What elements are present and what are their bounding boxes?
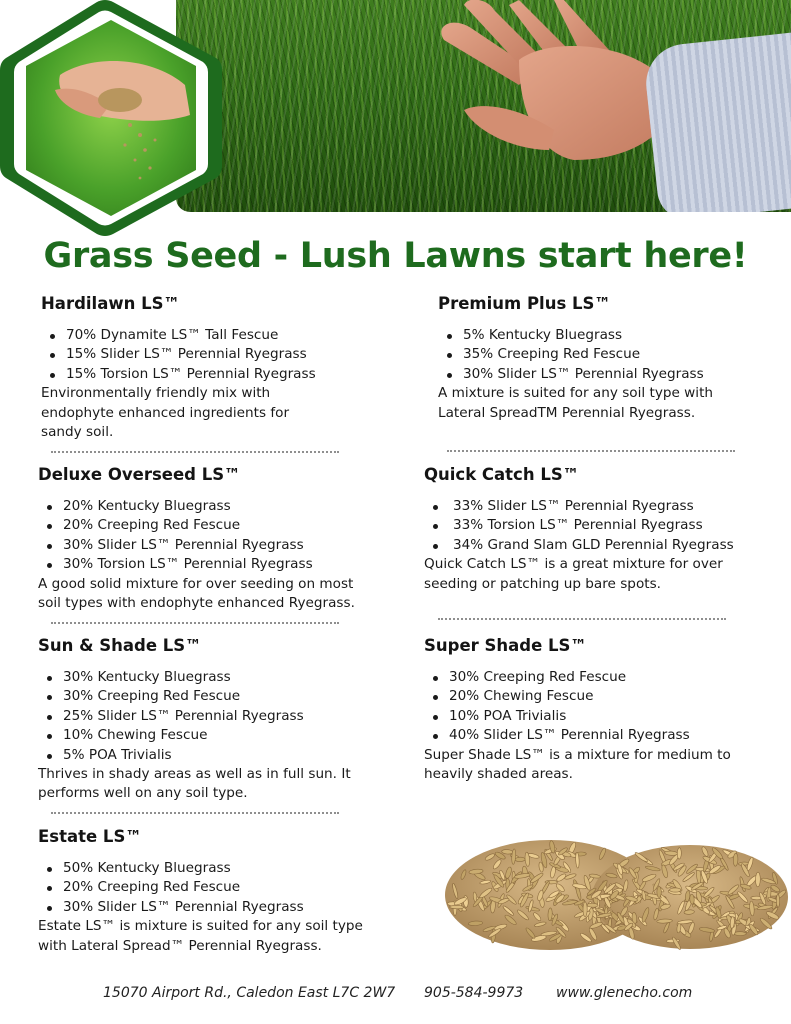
ingredient-list xyxy=(424,497,734,555)
product-premium-plus xyxy=(438,294,713,423)
footer-website[interactable]: www.glenecho.com xyxy=(556,985,693,1001)
seed-grain xyxy=(515,857,525,862)
product-description-line: Estate LS™ is mixture is suited for any soil type xyxy=(38,918,363,935)
seed-grain xyxy=(657,887,661,898)
list-item: 70% Dynamite LS™ Tall Fescue xyxy=(41,326,316,345)
seed-grain xyxy=(755,872,760,887)
product-sun-shade xyxy=(38,636,351,804)
section-divider xyxy=(51,622,339,624)
list-item: 20% Chewing Fescue xyxy=(424,687,731,706)
list-item: 30% Creeping Red Fescue xyxy=(424,668,731,687)
product-description-line: endophyte enhanced ingredients for xyxy=(41,404,290,421)
product-deluxe-overseed xyxy=(38,465,355,613)
list-item: 40% Slider LS™ Perennial Ryegrass xyxy=(424,726,731,745)
product-description-line: seeding or patching up bare spots. xyxy=(424,575,661,592)
product-description-line: heavily shaded areas. xyxy=(424,766,573,783)
list-item: 10% Chewing Fescue xyxy=(38,726,351,745)
product-name: Sun & Shade LS™ xyxy=(38,636,202,655)
list-item: 10% POA Trivialis xyxy=(424,707,731,726)
list-item: 5% Kentucky Bluegrass xyxy=(438,326,713,345)
product-name: Super Shade LS™ xyxy=(424,636,587,655)
seed-grain xyxy=(689,894,694,904)
product-description-line: sandy soil. xyxy=(41,424,114,441)
list-item: 30% Kentucky Bluegrass xyxy=(38,668,351,687)
section-divider xyxy=(51,812,339,814)
shirt-sleeve xyxy=(642,33,791,212)
product-description-line: Thrives in shady areas as well as in full sun. It xyxy=(38,766,351,783)
seed-grain xyxy=(776,894,779,907)
seed-grain xyxy=(670,888,681,892)
seed-pile-image xyxy=(440,815,791,960)
seed-grain xyxy=(548,908,553,921)
product-name: Deluxe Overseed LS™ xyxy=(38,465,241,484)
product-description-line: Super Shade LS™ is a mixture for medium to xyxy=(424,746,731,763)
product-name: Quick Catch LS™ xyxy=(424,465,580,484)
hand-on-grass-illustration xyxy=(424,0,684,165)
list-item: 20% Creeping Red Fescue xyxy=(38,878,363,897)
product-description-line: performs well on any soil type. xyxy=(38,785,248,802)
list-item: 15% Torsion LS™ Perennial Ryegrass xyxy=(41,365,316,384)
ingredient-list xyxy=(38,497,355,575)
product-description-line: A good solid mixture for over seeding on most xyxy=(38,575,354,592)
ingredient-list xyxy=(424,668,731,746)
seed-grain xyxy=(583,902,587,917)
list-item: 33% Torsion LS™ Perennial Ryegrass xyxy=(424,516,734,535)
list-item: 5% POA Trivialis xyxy=(38,746,351,765)
list-item: 50% Kentucky Bluegrass xyxy=(38,859,363,878)
ingredient-list xyxy=(38,668,351,765)
section-divider xyxy=(51,451,339,453)
product-name: Hardilawn LS™ xyxy=(41,294,180,313)
product-quick-catch xyxy=(424,465,734,594)
product-estate xyxy=(38,827,363,956)
list-item: 30% Creeping Red Fescue xyxy=(38,687,351,706)
product-super-shade xyxy=(424,636,731,784)
product-description-line: A mixture is suited for any soil type with xyxy=(438,385,714,402)
section-divider xyxy=(438,618,726,620)
list-item: 20% Creeping Red Fescue xyxy=(38,516,355,535)
seed-grain xyxy=(677,848,681,859)
section-divider xyxy=(447,450,735,452)
seed-grain xyxy=(733,853,738,866)
list-item: 20% Kentucky Bluegrass xyxy=(38,497,355,516)
ingredient-list xyxy=(41,326,316,384)
list-item: 30% Slider LS™ Perennial Ryegrass xyxy=(38,536,355,555)
list-item: 34% Grand Slam GLD Perennial Ryegrass xyxy=(424,536,734,555)
hex-seed-sowing-image xyxy=(0,0,222,236)
list-item: 30% Torsion LS™ Perennial Ryegrass xyxy=(38,555,355,574)
product-hardilawn xyxy=(41,294,316,442)
product-name: Estate LS™ xyxy=(38,827,142,846)
list-item: 30% Slider LS™ Perennial Ryegrass xyxy=(38,898,363,917)
list-item: 35% Creeping Red Fescue xyxy=(438,345,713,364)
ingredient-list xyxy=(438,326,713,384)
footer-phone: 905-584-9973 xyxy=(424,985,524,1001)
seed-grain xyxy=(587,903,598,907)
list-item: 33% Slider LS™ Perennial Ryegrass xyxy=(424,497,734,516)
product-description-line: Lateral SpreadTM Perennial Ryegrass. xyxy=(438,404,696,421)
seed-grain xyxy=(450,905,464,909)
page-title: Grass Seed - Lush Lawns start here! xyxy=(43,236,748,276)
product-description-line: with Lateral Spread™ Perennial Ryegrass. xyxy=(38,937,322,954)
list-item: 25% Slider LS™ Perennial Ryegrass xyxy=(38,707,351,726)
list-item: 30% Slider LS™ Perennial Ryegrass xyxy=(438,365,713,384)
product-name: Premium Plus LS™ xyxy=(438,294,611,313)
footer-address: 15070 Airport Rd., Caledon East L7C 2W7 xyxy=(103,985,396,1001)
product-description-line: soil types with endophyte enhanced Ryegrass. xyxy=(38,595,355,612)
hero-lawn-image xyxy=(176,0,791,212)
list-item: 15% Slider LS™ Perennial Ryegrass xyxy=(41,345,316,364)
product-description-line: Quick Catch LS™ is a great mixture for over xyxy=(424,556,723,573)
ingredient-list xyxy=(38,859,363,917)
product-description-line: Environmentally friendly mix with xyxy=(41,385,271,402)
